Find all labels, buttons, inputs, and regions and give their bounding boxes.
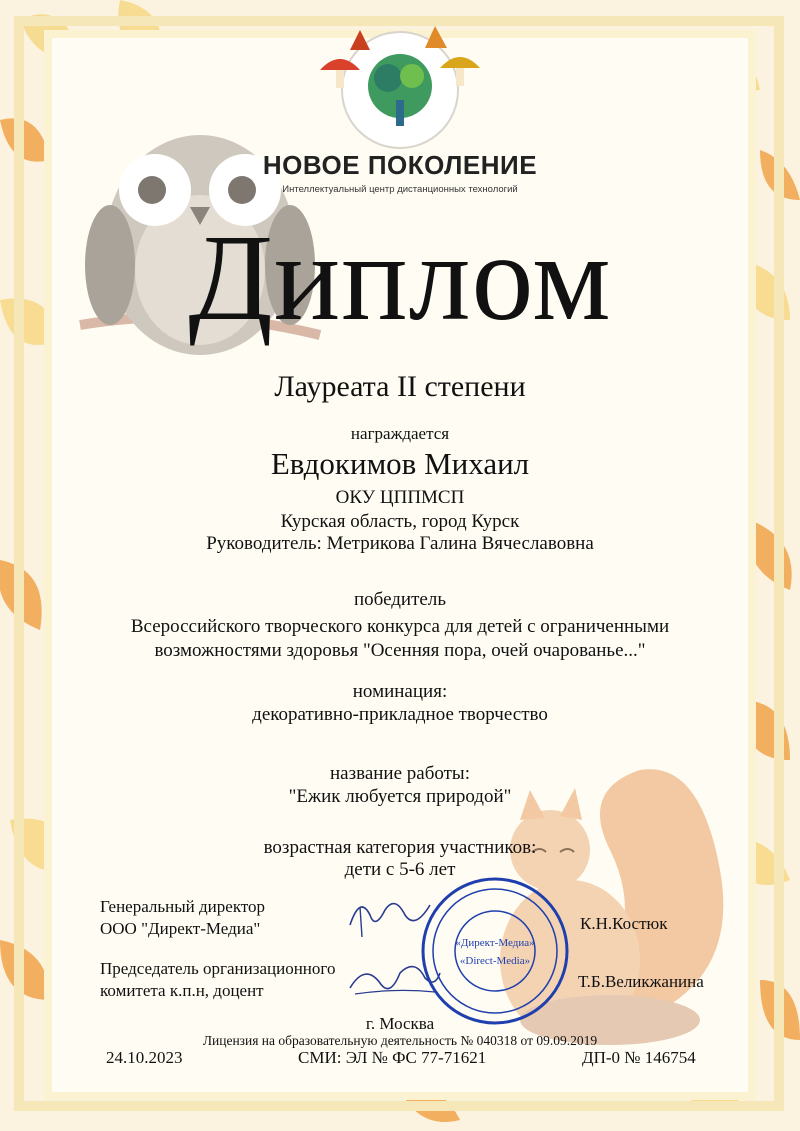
awarded-label: награждается (350, 424, 450, 443)
director-line-1: Генеральный директор (100, 897, 266, 916)
director-line-2: ООО "Директ-Медиа" (100, 919, 261, 938)
contest-line-2: возможностями здоровья "Осенняя пора, очей очарованье..." (154, 640, 646, 661)
work-label: название работы: (330, 763, 470, 784)
stamp-text-2: «Direct-Media» (459, 955, 531, 967)
organization: ОКУ ЦППМСП (335, 487, 465, 508)
chair-name: Т.Б.Великжанина (578, 972, 704, 991)
director-name: К.Н.Костюк (580, 914, 668, 933)
work-title: "Ежик любуется природой" (288, 786, 512, 807)
director-title (100, 896, 265, 940)
degree: Лауреата II степени (274, 370, 526, 403)
age-label: возрастная категория участников: (263, 837, 537, 858)
official-stamp (420, 876, 570, 1026)
winner-label: победитель (354, 589, 446, 610)
new-generation-logo (300, 20, 500, 160)
diploma-number: ДП-0 № 146754 (582, 1048, 696, 1067)
chair-title (100, 958, 335, 1002)
nomination: декоративно-прикладное творчество (252, 704, 548, 725)
city: г. Москва (365, 1014, 435, 1033)
recipient-name: Евдокимов Михаил (270, 446, 530, 481)
contest-line-1: Всероссийского творческого конкурса для детей с ограниченными (130, 616, 670, 637)
issue-date: 24.10.2023 (106, 1048, 183, 1067)
brand-subtitle: Интеллектуальный центр дистанционных технологий (282, 184, 518, 195)
brand-name: НОВОЕ ПОКОЛЕНИЕ (262, 150, 538, 180)
region: Курская область, город Курск (280, 511, 520, 532)
age-value: дети с 5-6 лет (344, 859, 456, 880)
nomination-label: номинация: (352, 681, 448, 702)
license: Лицензия на образовательную деятельность № 040318 от 09.09.2019 (202, 1033, 598, 1048)
chair-line-1: Председатель организационного (100, 959, 336, 978)
chair-line-2: комитета к.п.н, доцент (100, 981, 264, 1000)
media-registration: СМИ: ЭЛ № ФС 77-71621 (298, 1048, 487, 1067)
supervisor: Руководитель: Метрикова Галина Вячеславовна (206, 533, 594, 554)
stamp-text-1: «Директ-Медиа» (455, 937, 535, 949)
diploma-title: Диплом (188, 209, 612, 346)
